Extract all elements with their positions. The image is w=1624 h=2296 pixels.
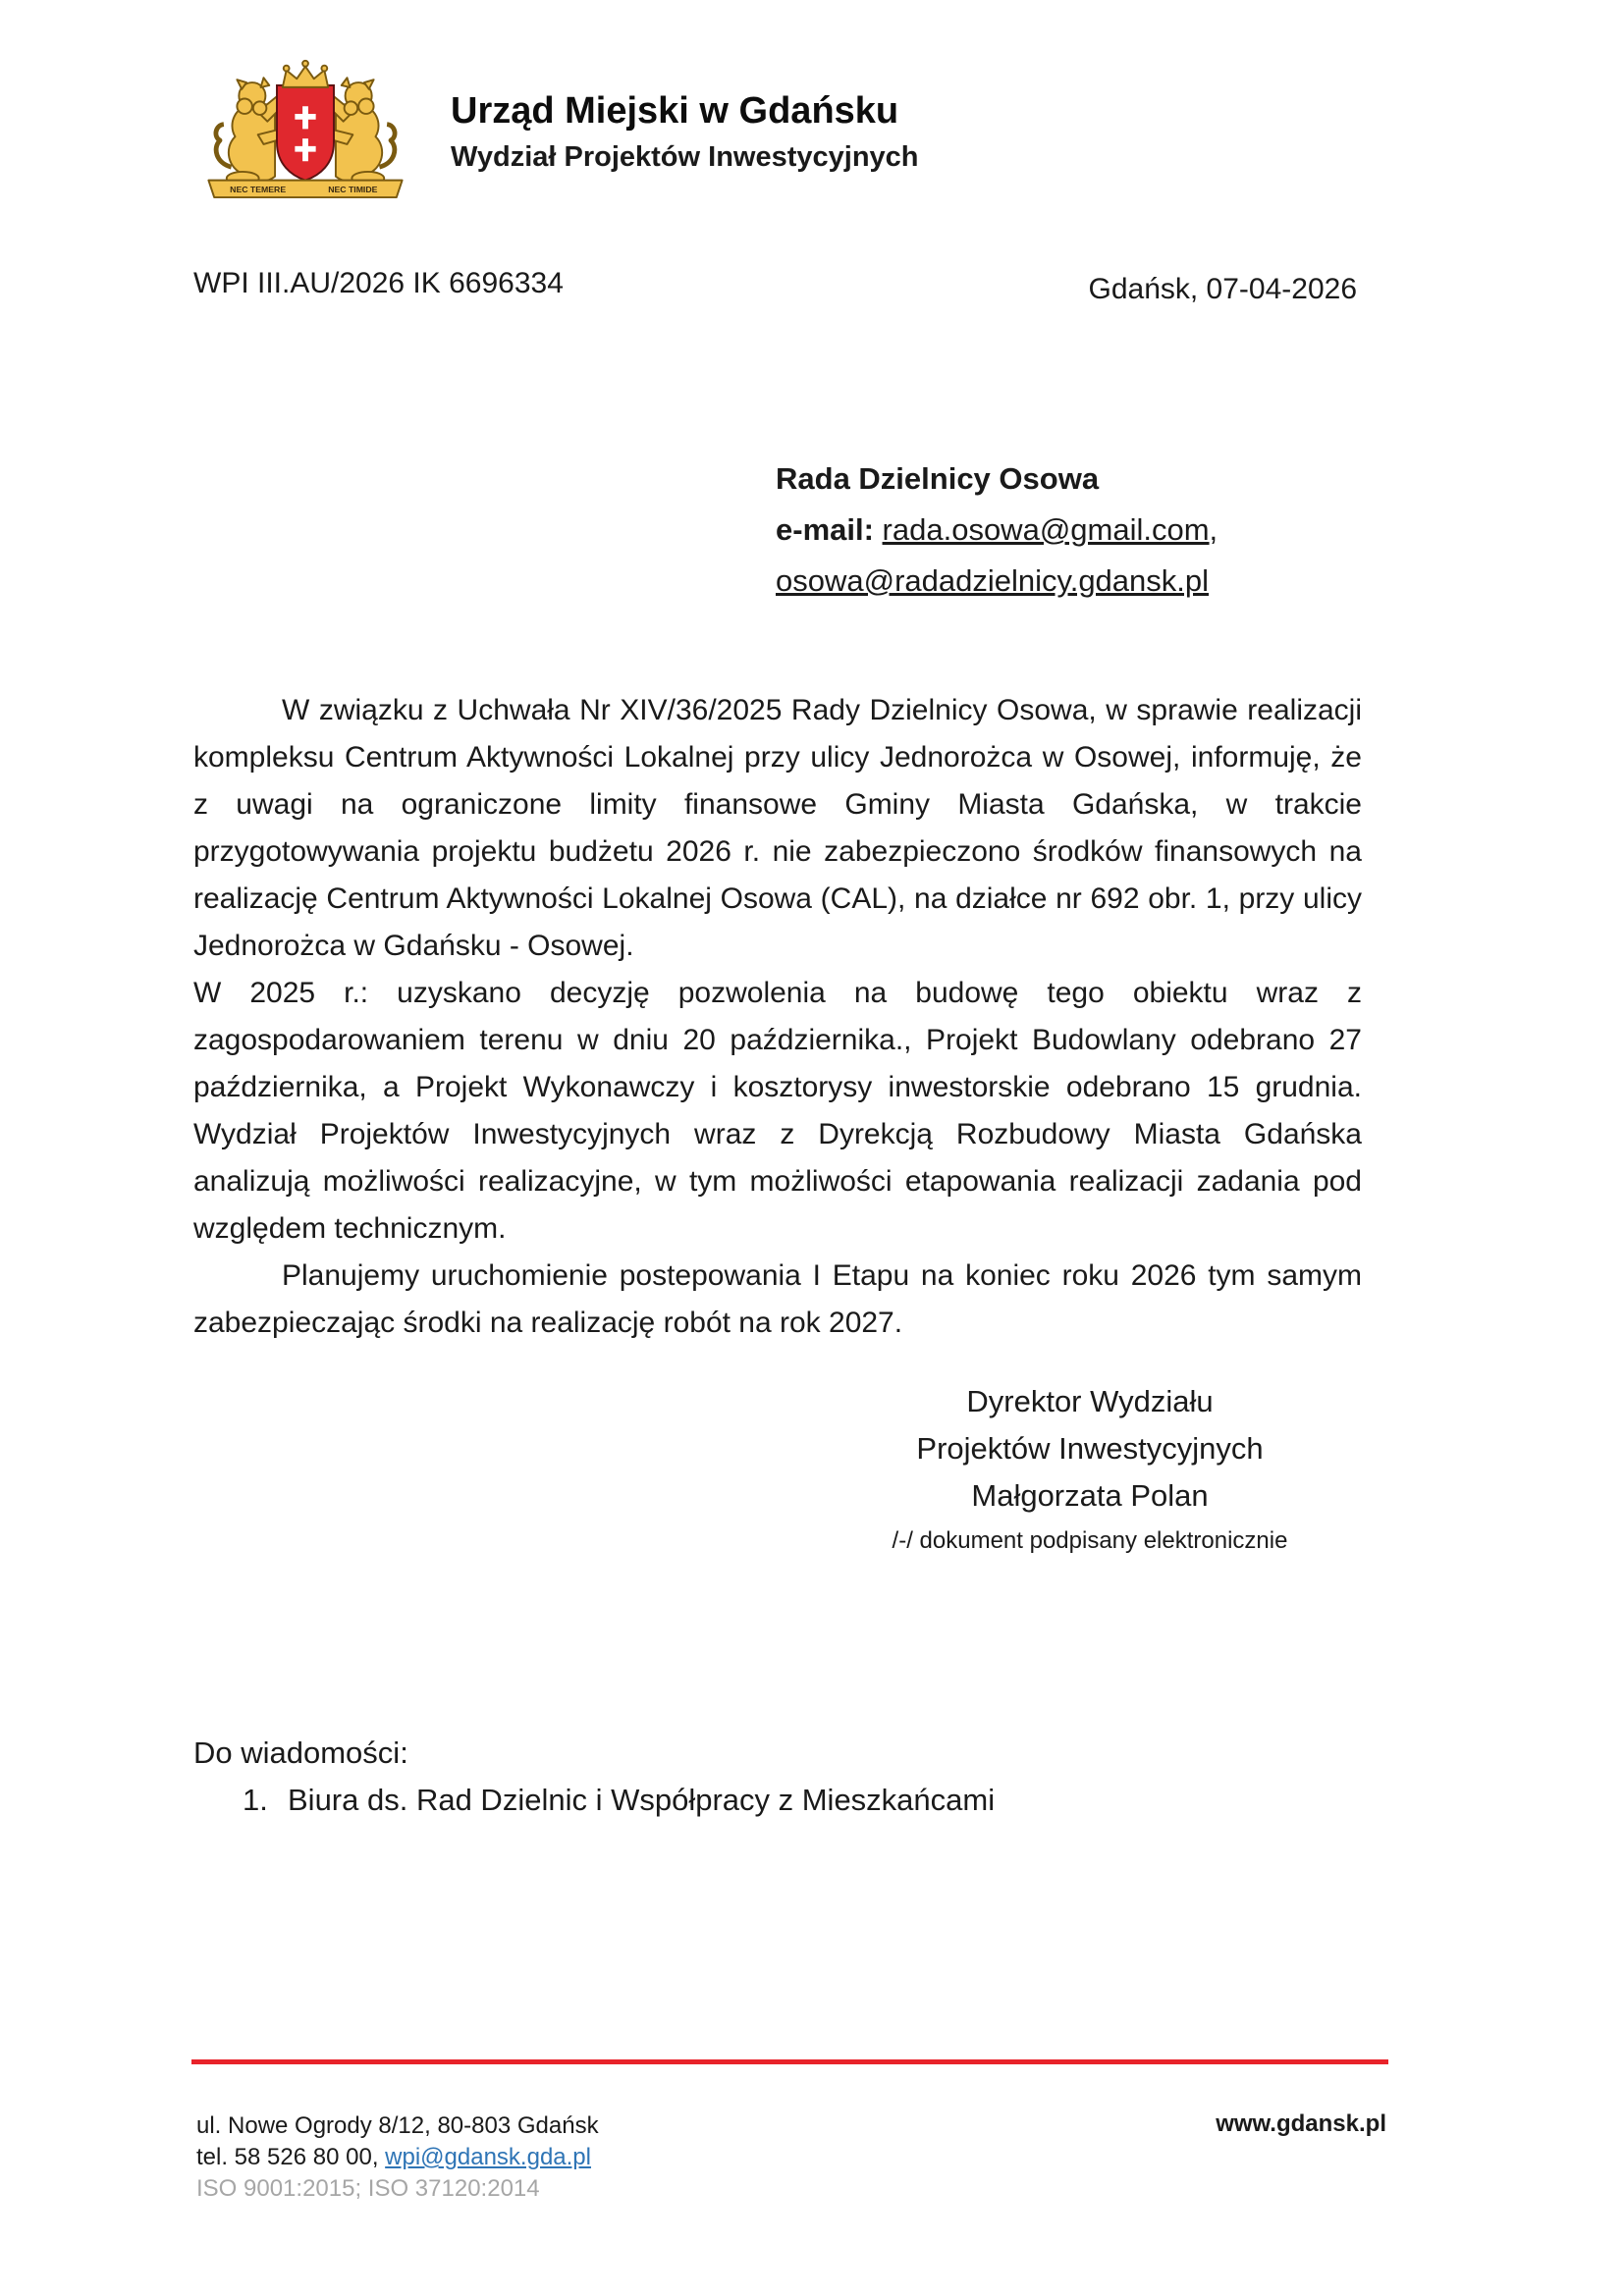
letterhead-text	[451, 51, 919, 177]
footer-contact-block	[196, 2110, 599, 2205]
recipient-block	[776, 454, 1218, 607]
recipient-email-line	[776, 505, 1218, 556]
crown-icon	[283, 61, 328, 87]
motto-left-text: NEC TEMERE	[230, 185, 287, 195]
letterhead	[191, 51, 919, 203]
place-and-date: Gdańsk, 07-04-2026	[1088, 273, 1357, 305]
cc-section	[193, 1730, 995, 1824]
reference-number: WPI III.AU/2026 IK 6696334	[193, 267, 564, 299]
recipient-email-line-2	[776, 556, 1218, 607]
letter-body	[193, 687, 1362, 1347]
motto-right-text: NEC TIMIDE	[328, 185, 378, 195]
cc-label: Do wiadomości:	[193, 1735, 408, 1770]
footer-divider	[191, 2059, 1388, 2064]
motto-banner	[208, 181, 402, 197]
electronic-signature-note: /-/ dokument podpisany elektronicznie	[892, 1527, 1288, 1554]
email-label: e-mail:	[776, 512, 874, 547]
footer-phone: tel. 58 526 80 00,	[196, 2144, 386, 2170]
footer-phone-line	[196, 2142, 599, 2173]
recipient-email-link-2[interactable]: osowa@radadzielnicy.gdansk.pl	[776, 563, 1210, 598]
footer-street-address: ul. Nowe Ogrody 8/12, 80-803 Gdańsk	[196, 2112, 599, 2139]
footer-email-link[interactable]: wpi@gdansk.gda.pl	[385, 2144, 591, 2170]
footer-website: www.gdansk.pl	[1216, 2110, 1386, 2137]
signatory-name: Małgorzata Polan	[971, 1478, 1209, 1513]
signature-title-line-1: Dyrektor Wydziału	[966, 1384, 1214, 1418]
shield-icon	[277, 85, 334, 181]
body-paragraph-1: W związku z Uchwała Nr XIV/36/2025 Rady Dzielnicy Osowa, w sprawie realizacji kompleksu Centrum Aktywności Lokalnej przy ulicy Jednorożca w Osowej, informuję, że z uwagi na ograniczone limity finansowe Gminy Miasta Gdańska, w trakcie przygotowywania projektu budżetu 2026 r. nie zabezpieczono środków finansowych na realizację Centrum Aktywności Lokalnej Osowa (CAL), na działce nr 692 obr. 1, przy ulicy Jednorożca w Gdańsku - Osowej.	[193, 694, 1362, 962]
signature-title-line-2: Projektów Inwestycyjnych	[916, 1431, 1264, 1466]
cc-list-item	[193, 1777, 995, 1824]
recipient-email-link-1[interactable]: rada.osowa@gmail.com	[882, 512, 1210, 547]
footer-iso-certifications: ISO 9001:2015; ISO 37120:2014	[196, 2175, 540, 2202]
body-paragraph-2: W 2025 r.: uzyskano decyzję pozwolenia na budowę tego obiektu wraz z zagospodarowaniem terenu w dniu 20 października., Projekt Budowlany odebrano 27 października, a Projekt Wykonawczy i kosztorysy inwestorskie odebrano 15 grudnia. Wydział Projektów Inwestycyjnych wraz z Dyrekcją Rozbudowy Miasta Gdańska analizują możliwości realizacyjne, w tym możliwości etapowania realizacji zadania pod względem technicznym.	[193, 977, 1362, 1245]
body-paragraph-3: Planujemy uruchomienie postepowania I Etapu na koniec roku 2026 tym samym zabezpieczając środki na realizację robót na rok 2027.	[193, 1259, 1362, 1339]
cc-item-number: 1.	[243, 1783, 268, 1817]
gdansk-coat-of-arms-logo	[191, 51, 419, 203]
cc-item-text: Biura ds. Rad Dzielnic i Współpracy z Mieszkańcami	[288, 1783, 996, 1817]
recipient-name: Rada Dzielnicy Osowa	[776, 461, 1100, 496]
email-separator: ,	[1209, 512, 1218, 547]
org-name: Urząd Miejski w Gdańsku	[451, 90, 899, 132]
lion-left-icon	[216, 78, 285, 185]
signature-block	[805, 1378, 1375, 1563]
lion-right-icon	[326, 78, 395, 185]
department-name: Wydział Projektów Inwestycyjnych	[451, 141, 919, 173]
